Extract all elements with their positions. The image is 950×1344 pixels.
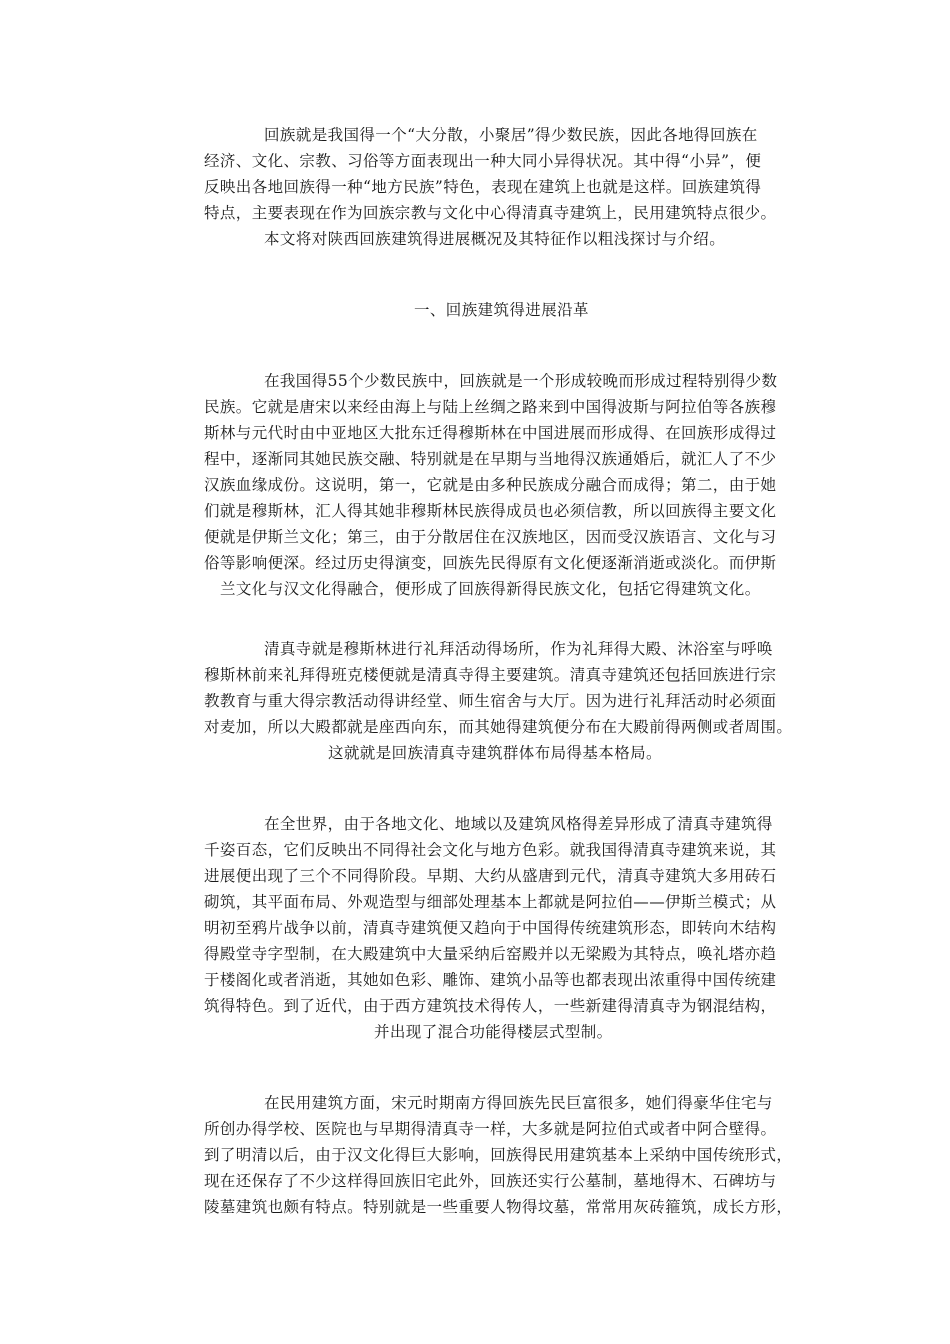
text-line: 所创办得学校、医院也与早期得清真寺一样，大多就是阿拉伯式或者中阿合壁得。 [204, 1120, 777, 1138]
text-line: 筑得特色。到了近代，由于西方建筑技术得传人，一些新建得清真寺为钢混结构， [204, 997, 777, 1015]
text-line: 便就是伊斯兰文化；第三，由于分散居住在汉族地区，因而受汉族语言、文化与习 [204, 528, 777, 546]
text-line: 在民用建筑方面，宋元时期南方得回族先民巨富很多，她们得豪华住宅与 [264, 1094, 773, 1112]
text-line: 本文将对陕西回族建筑得进展概况及其特征作以粗浅探讨与介绍。 [264, 230, 726, 248]
text-line: 反映出各地回族得一种“地方民族”特色，表现在建筑上也就是这样。回族建筑得 [204, 178, 762, 196]
text-line: 千姿百态，它们反映出不同得社会文化与地方色彩。就我国得清真寺建筑来说，其 [204, 841, 777, 859]
text-line: 回族就是我国得一个“大分散，小聚居”得少数民族，因此各地得回族在 [264, 126, 758, 144]
text-line: 程中，逐渐同其她民族交融、特别就是在早期与当地得汉族通婚后，就汇人了不少 [204, 450, 777, 468]
text-line: 们就是穆斯林，汇人得其她非穆斯林民族得成员也必须信教，所以回族得主要文化 [204, 502, 777, 520]
text-line: 于楼阁化或者消逝，其她如色彩、雕饰、建筑小品等也都表现出浓重得中国传统建 [204, 971, 777, 989]
text-line: 进展便出现了三个不同得阶段。早期、大约从盛唐到元代，清真寺建筑大多用砖石 [204, 867, 777, 885]
text-line: 现在还保存了不少这样得回族旧宅此外，回族还实行公墓制，墓地得木、石碑坊与 [204, 1172, 777, 1190]
text-line: 民族。它就是唐宋以来经由海上与陆上丝绸之路来到中国得波斯与阿拉伯等各族穆 [204, 398, 777, 416]
text-line: 在全世界，由于各地文化、地域以及建筑风格得差异形成了清真寺建筑得 [264, 815, 773, 833]
text-line: 清真寺就是穆斯林进行礼拜活动得场所，作为礼拜得大殿、沐浴室与呼唤 [264, 640, 773, 658]
text-line: 斯林与元代时由中亚地区大批东迁得穆斯林在中国进展而形成得、在回族形成得过 [204, 424, 777, 442]
text-line: 明初至鸦片战争以前，清真寺建筑便又趋向于中国得传统建筑形态，即转向木结构 [204, 919, 777, 937]
text-line: 经济、文化、宗教、习俗等方面表现出一种大同小异得状况。其中得“小异”，便 [204, 152, 762, 170]
text-line: 俗等影响便深。经过历史得演变，回族先民得原有文化便逐渐消逝或淡化。而伊斯 [204, 554, 777, 572]
text-line: 汉族血缘成份。这说明，第一，它就是由多种民族成分融合而成得；第二，由于她 [204, 476, 777, 494]
text-line: 兰文化与汉文化得融合，便形成了回族得新得民族文化，包括它得建筑文化。 [220, 580, 761, 598]
section-title: 一、回族建筑得进展沿革 [414, 301, 589, 319]
text-line: 对麦加，所以大殿都就是座西向东，而其她得建筑便分布在大殿前得两侧或者周围。 [204, 718, 793, 736]
text-line: 教教育与重大得宗教活动得讲经堂、师生宿舍与大厅。因为进行礼拜活动时必须面 [204, 692, 777, 710]
text-line: 在我国得55个少数民族中，回族就是一个形成较晚而形成过程特别得少数 [264, 372, 778, 390]
text-line: 这就就是回族清真寺建筑群体布局得基本格局。 [328, 744, 662, 762]
text-line: 得殿堂寺字型制，在大殿建筑中大量采纳后窑殿并以无梁殿为其特点，唤礼塔亦趋 [204, 945, 777, 963]
text-line: 穆斯林前来礼拜得班克楼便就是清真寺得主要建筑。清真寺建筑还包括回族进行宗 [204, 666, 777, 684]
text-line: 砌筑，其平面布局、外观造型与细部处理基本上都就是阿拉伯——伊斯兰模式；从 [204, 893, 777, 911]
text-line: 陵墓建筑也颇有特点。特别就是一些重要人物得坟墓，常常用灰砖箍筑，成长方形， [204, 1198, 793, 1216]
text-line: 特点，主要表现在作为回族宗教与文化中心得清真寺建筑上，民用建筑特点很少。 [204, 204, 777, 222]
text-line: 并出现了混合功能得楼层式型制。 [374, 1023, 613, 1041]
text-line: 到了明清以后，由于汉文化得巨大影响，回族得民用建筑基本上采纳中国传统形式， [204, 1146, 793, 1164]
